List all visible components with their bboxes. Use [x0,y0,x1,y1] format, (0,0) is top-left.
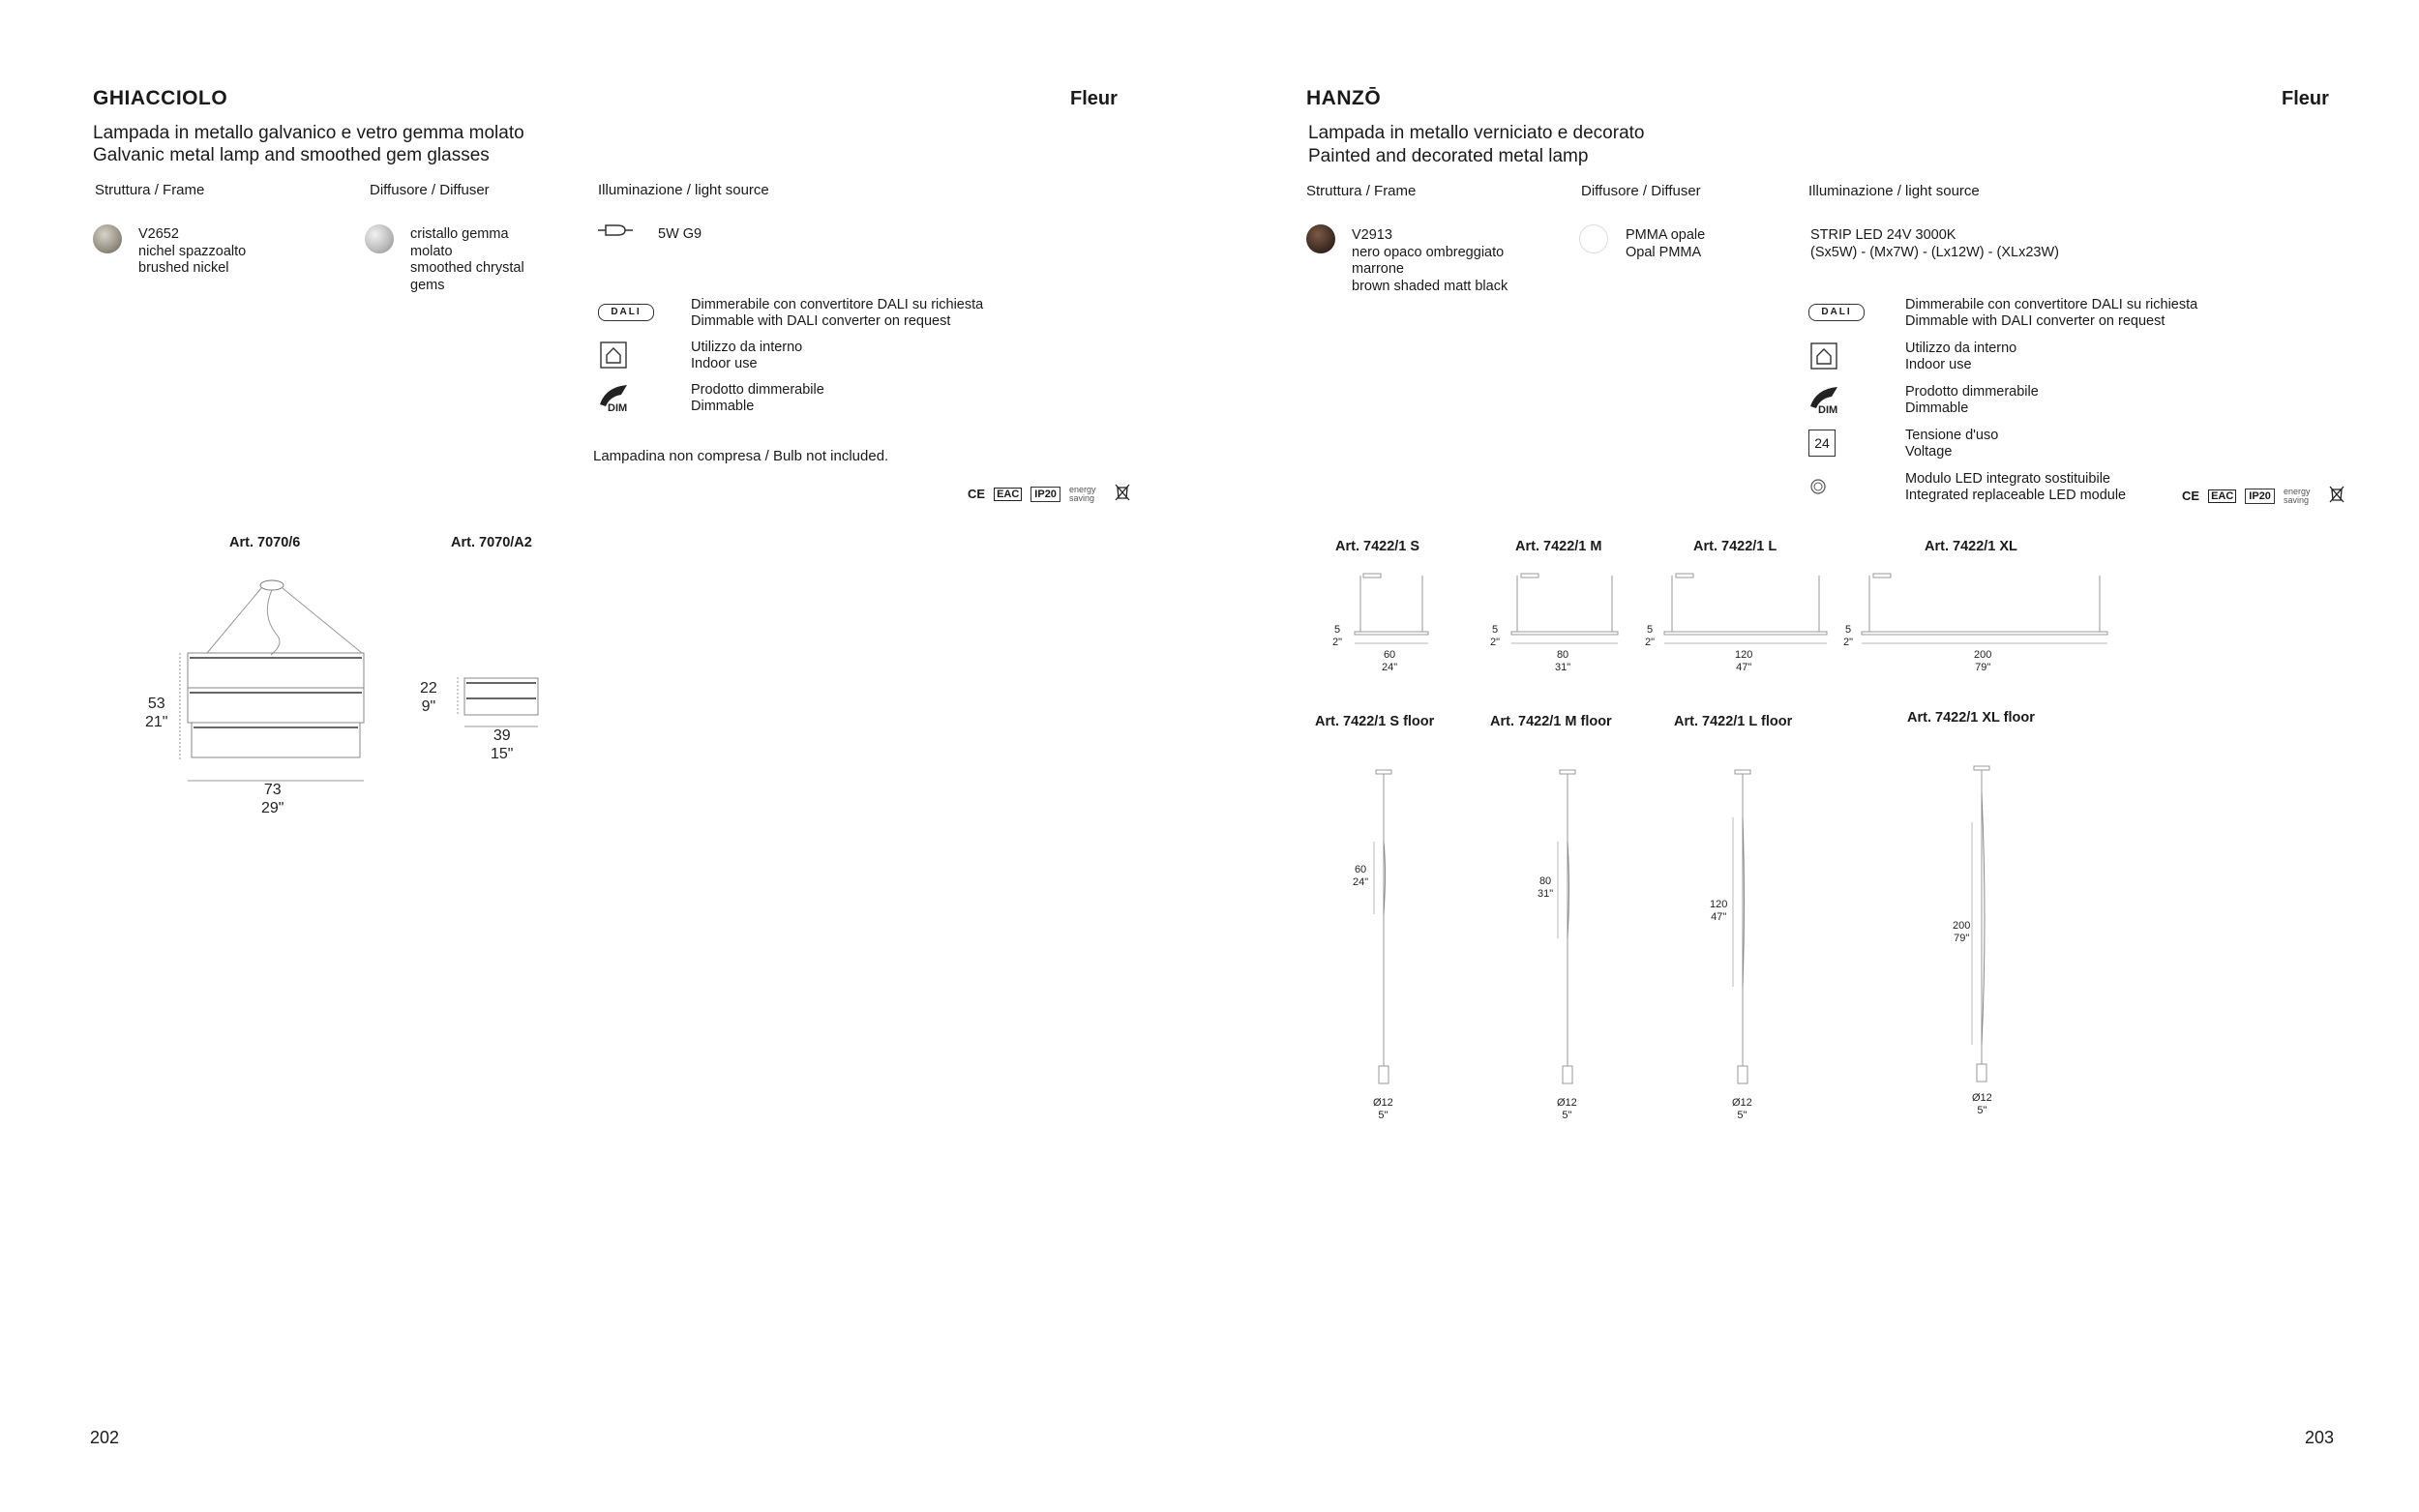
height-in: 9" [421,698,436,715]
feature-it: Tensione d'uso [1905,428,1999,443]
feature-it: Dimmerabile con convertitore DALI su richiesta [1905,297,2198,312]
height-cm: 5 [1844,624,1852,636]
feature-it: Modulo LED integrato sostituibile [1905,471,2110,487]
dimmable-icon [1808,384,1867,415]
length-dimension [1953,920,1970,945]
width-in: 31" [1555,662,1571,673]
floor-lamp-drawings [1355,764,2032,1093]
base-in: 5" [1562,1110,1572,1121]
base-cm: Ø12 [1972,1092,1992,1104]
subtitle-italian: Lampada in metallo galvanico e vetro gemma molato [93,123,524,143]
width-cm: 39 [493,727,511,744]
dali-icon: DALI [598,297,656,328]
diffuser-column-header: Diffusore / Diffuser [1581,183,1701,199]
feature-it: Utilizzo da interno [691,340,803,355]
chandelier-drawing [135,576,387,798]
width-cm: 200 [1974,649,1992,661]
height-cm: 53 [147,696,165,712]
article-number: Art. 7422/1 M floor [1490,714,1612,729]
feature-en: Dimmable with DALI converter on request [1905,313,2165,329]
feature-it: Utilizzo da interno [1905,341,2017,356]
energy-saving-icon: energy saving [1068,484,1096,503]
diffuser-swatch [1579,224,1608,253]
diffuser-en: Opal PMMA [1626,244,1702,260]
feature-en: Dimmable [1905,400,1969,416]
base-cm: Ø12 [1557,1097,1577,1109]
base-dimension [1373,1097,1393,1122]
diffuser-column-header: Diffusore / Diffuser [370,182,490,198]
collection-name: Fleur [2282,88,2329,109]
diffuser-info [1626,227,1705,261]
frame-finish-code: V2652 [138,226,179,242]
length-cm: 80 [1538,875,1552,887]
feature-it: Dimmerabile con convertitore DALI su richiesta [691,297,984,312]
feature-en: Voltage [1905,444,1953,460]
ip20-badge: IP20 [1030,487,1060,502]
collection-name: Fleur [1070,88,1118,109]
feature-en: Integrated replaceable LED module [1905,488,2127,503]
frame-finish-line-2: marrone [1352,261,1404,277]
length-dimension [1353,864,1368,889]
frame-finish-en: brushed nickel [138,260,229,276]
certifications [968,484,1130,504]
feature-en: Indoor use [691,356,758,371]
base-cm: Ø12 [1732,1097,1752,1109]
frame-finish-swatch [1306,224,1335,253]
weee-bin-icon [2329,486,2344,506]
frame-column-header: Struttura / Frame [95,182,205,198]
height-cm: 5 [1491,624,1499,636]
length-in: 79" [1954,933,1970,944]
frame-finish-line-3: brown shaded matt black [1352,278,1508,294]
height-dimension [1645,624,1655,649]
article-number: Art. 7422/1 M [1515,539,1602,554]
ce-mark-icon: CE [968,487,986,501]
length-cm: 200 [1953,920,1971,932]
light-source-line-2: (Sx5W) - (Mx7W) - (Lx12W) - (XLx23W) [1810,244,2059,260]
feature-row [1808,471,2200,515]
base-dimension [1557,1097,1577,1122]
height-cm: 22 [420,680,437,697]
base-in: 5" [1977,1105,1987,1116]
frame-finish-info [138,226,246,278]
height-dimension [1332,624,1342,649]
subtitle-english: Galvanic metal lamp and smoothed gem glasses [93,145,490,165]
frame-finish-info [1352,227,1508,295]
width-in: 15" [491,746,514,762]
diffuser-line-3: smoothed chrystal [410,260,524,276]
features-list [598,297,983,425]
length-dimension [1538,875,1553,901]
width-cm: 120 [1735,649,1753,661]
base-in: 5" [1378,1110,1389,1121]
article-number: Art. 7422/1 XL [1925,539,2017,554]
voltage-icon [1808,428,1867,459]
light-source-line-1: STRIP LED 24V 3000K [1810,227,1956,243]
width-dimension [491,726,513,763]
width-in: 79" [1975,662,1991,673]
article-number: Art. 7070/A2 [451,535,532,550]
product-name: HANZŌ [1306,87,1382,109]
bulb-not-included-note: Lampadina non compresa / Bulb not included. [593,448,889,464]
product-name: GHIACCIOLO [93,87,228,109]
subtitle-italian: Lampada in metallo verniciato e decorato [1308,123,1645,143]
dali-icon: DALI [1808,297,1867,328]
length-cm: 120 [1710,899,1728,910]
feature-row [598,297,983,340]
bulb-icon [596,222,635,243]
length-dimension [1710,899,1727,924]
light-source-value: 5W G9 [658,226,702,242]
weee-bin-icon [1115,484,1130,504]
height-cm: 5 [1646,624,1654,636]
voltage-badge: 24 [1808,430,1836,457]
feature-row [1808,428,2197,471]
page-number: 203 [2305,1428,2335,1447]
base-cm: Ø12 [1373,1097,1393,1109]
width-cm: 80 [1556,649,1569,661]
frame-finish-it: nichel spazzoalto [138,243,247,259]
feature-it: Prodotto dimmerabile [691,382,824,398]
length-cm: 60 [1354,864,1367,875]
width-in: 47" [1736,662,1752,673]
certifications [2182,486,2344,506]
height-dimension [420,679,437,716]
feature-en: Indoor use [1905,357,1972,372]
indoor-use-icon [598,340,656,371]
width-in: 24" [1382,662,1398,673]
base-dimension [1732,1097,1752,1122]
eac-mark-icon: EAC [994,488,1022,501]
feature-en: Dimmable [691,399,755,414]
height-in: 2" [1490,637,1501,648]
height-in: 2" [1645,637,1656,648]
led-module-icon [1808,471,1867,502]
diffuser-it: PMMA opale [1626,227,1706,243]
diffuser-swatch [365,224,394,253]
length-in: 31" [1538,888,1554,900]
indoor-use-icon [1808,341,1867,371]
page-number: 202 [90,1428,120,1447]
frame-finish-swatch [93,224,122,253]
svg-text:DIM: DIM [1818,404,1838,414]
height-dimension [1843,624,1853,649]
frame-finish-line-1: nero opaco ombreggiato [1352,244,1505,260]
base-dimension [1972,1092,1992,1117]
diffuser-line-4: gems [410,277,445,293]
height-cm: 5 [1333,624,1341,636]
suspension-drawings [1345,566,2119,648]
article-number: Art. 7422/1 S [1335,539,1420,554]
eac-mark-icon: EAC [2208,489,2236,503]
light-source-info [1810,227,2059,261]
feature-it: Prodotto dimmerabile [1905,384,2039,400]
height-dimension [145,695,167,731]
feature-row [1808,384,2197,428]
subtitle-english: Painted and decorated metal lamp [1308,146,1589,166]
article-number: Art. 7422/1 XL floor [1907,710,2035,726]
energy-saving-icon: energy saving [2283,486,2311,505]
dimmable-icon [598,382,656,413]
feature-row [1808,341,2197,384]
ip20-badge: IP20 [2245,489,2275,504]
article-number: Art. 7422/1 L floor [1674,714,1793,729]
features-list [1808,297,2200,515]
article-number: Art. 7070/6 [229,535,301,550]
width-dimension [261,781,284,817]
height-dimension [1490,624,1500,649]
feature-row [1808,297,2197,341]
svg-text:DIM: DIM [608,402,628,412]
height-in: 2" [1843,637,1854,648]
frame-finish-code: V2913 [1352,227,1392,243]
height-in: 2" [1332,637,1343,648]
base-in: 5" [1737,1110,1747,1121]
article-number: Art. 7422/1 L [1693,539,1777,554]
width-dimension [1382,649,1397,674]
length-in: 47" [1711,911,1727,923]
feature-en: Dimmable with DALI converter on request [691,313,951,329]
width-dimension [1735,649,1752,674]
feature-row [598,382,983,425]
light-source-column-header: Illuminazione / light source [598,182,769,198]
width-cm: 73 [263,782,282,798]
ce-mark-icon: CE [2182,489,2200,503]
diffuser-line-2: molato [410,243,453,259]
height-in: 21" [145,714,168,730]
width-cm: 60 [1383,649,1396,661]
diffuser-info [410,226,524,294]
diffuser-line-1: cristallo gemma [410,226,509,242]
width-in: 29" [261,800,284,816]
frame-column-header: Struttura / Frame [1306,183,1417,199]
light-source-column-header: Illuminazione / light source [1808,183,1980,199]
article-number: Art. 7422/1 S floor [1315,714,1435,729]
width-dimension [1974,649,1991,674]
feature-row [598,340,983,382]
width-dimension [1555,649,1570,674]
length-in: 24" [1353,876,1369,888]
